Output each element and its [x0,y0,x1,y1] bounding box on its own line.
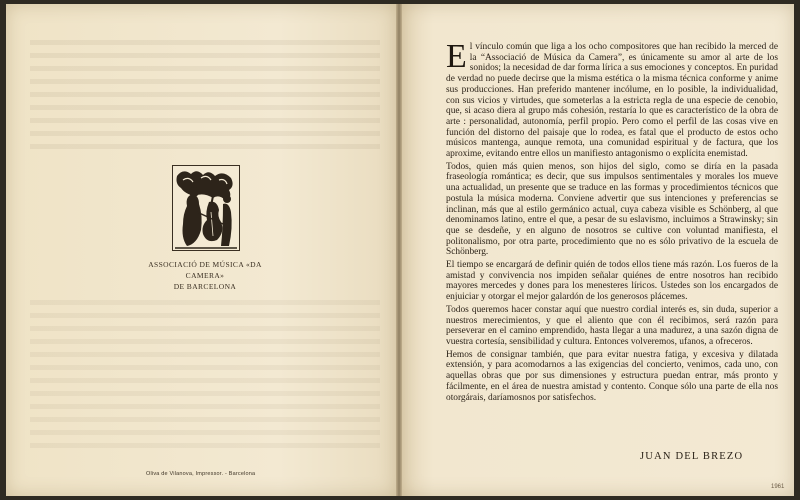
essay-paragraph: Todos queremos hacer constar aquí que nuestro cordial interés es, sin duda, superior a nuestros merecimientos, y que el aliento que con él recibimos, será razón para perseverar en el camino emprendido, hasta llegar a una madurez, a una sazón digna de vuestra cortesía, sensibilidad y cultura. Entonces volveremos, ufanos, a ofreceros. [446,304,778,347]
essay-paragraph [446,38,778,160]
association-name [130,259,280,292]
essay-paragraph: El tiempo se encargará de definir quién de todos ellos tiene más razón. Los fueros de la amistad y convivencia nos impiden señalar quiénes de entre nosotros han recibido mayores mercedes y dones para los menesteres líricos. Ustedes son los encargados de enjuiciar y otorgar el mejor galardón de los generosos plácemes. [446,260,778,303]
association-line-2: DE BARCELONA [173,282,237,291]
essay-paragraph-text: l vínculo común que liga a los ocho compositores que han recibido la merced de la “Associació de Música da Camera”, es únicamente su amor al arte de los sonidos; la necesidad de dar forma lírica a sus emociones y conceptos. En puridad de verdad no puede decirse que la misma estética o la misma técnica conforme y anime sus producciones. Han preferido mantener incólume, en lo posible, la individualidad, con sus vicios y virtudes, que someterlas a la estricta regla de una especie de cenobio, que, si acaso diera al grupo más cohesión, restaría lo que es característico de la obra de arte : personalidad, autonomía, perfil propio. Pero como el perfil de las cosas vive en función del distorno del paisaje que lo rodea, es fatal que el producto de estos ocho músicos mantenga, aunque remota, una comunidad espiritual y de factura, que los aproxime, evitando entre ellos un manifiesto antagonismo o explícita enemistad. [446,42,778,160]
dropcap: E [446,38,467,75]
author-signature: JUAN DEL BREZO [640,451,744,462]
association-line-1: ASSOCIACIÓ DE MÚSICA «DA CAMERA» [148,260,262,280]
printer-imprint: Oliva de Vilanova, Impressor. - Barcelona [146,471,256,477]
essay-body [446,38,778,405]
left-page-bleed-through [30,40,380,150]
essay-paragraph: Todos, quien más quien menos, son hijos del siglo, como se diría en la pasada fraseología romántica; es decir, que sus impulsos sentimentales y morales los mueve una actualidad, un presente que se traduce en las formas y procedimientos técnicos que postula la música moderna. Conviene advertir que sus intenciones y preferencias se inclinan, más que al estilo germánico actual, cuya cabeza visible es Schönberg, al que denominamos latino, entre el que, a pesar de su eslavismo, incluimos a Strawinsky; sin que se desdeñe, y en alguno de nosotros se cultive con voluntad manifiesta, el politonalismo, por otra parte, procedimiento que no es sólo privativo de la escuela de Schönberg. [446,161,778,258]
musician-woodcut-icon [172,165,240,251]
folio-number: 1961 [771,484,785,490]
essay-paragraph: Hemos de consignar también, que para evitar nuestra fatiga, y excesiva y dilatada extensión, y para acomodarnos a las exigencias del concierto, venimos, cada uno, con aquellas obras que por sus dimensiones y estructura puedan entrar, más pronto y fácilmente, en el área de nuestra amistad y contento. Conque sólo una parte de ella nos otorgárais, daríamosnos por satisfechos. [446,349,778,403]
left-page-bleed-through-lower [30,300,380,450]
